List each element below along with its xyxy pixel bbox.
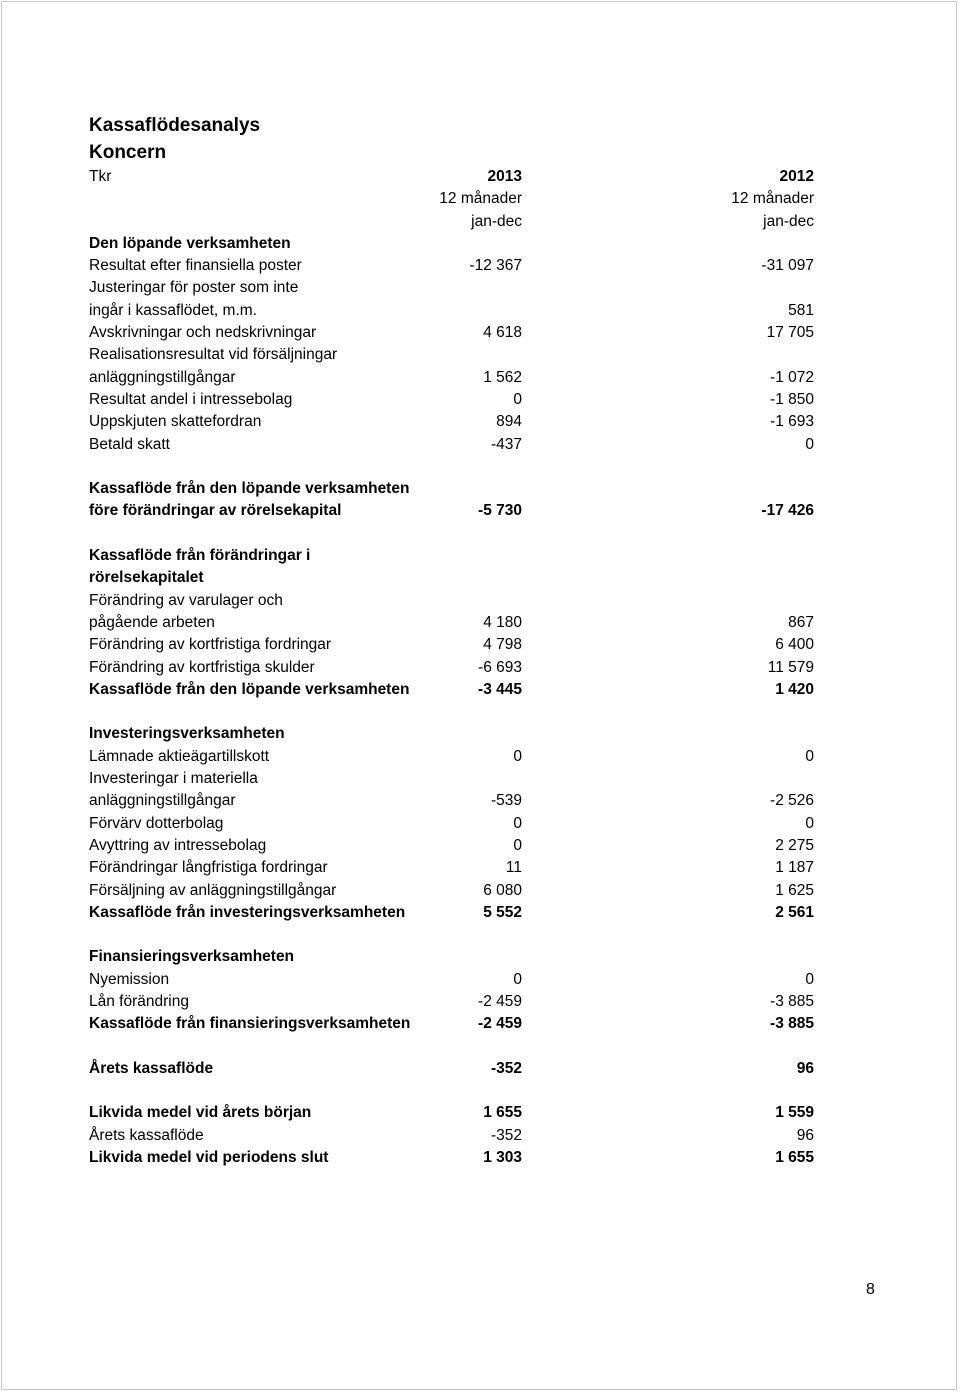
- value-2012: 11 579: [767, 658, 814, 676]
- value-2013: -2 459: [478, 992, 522, 1010]
- table-row: [89, 790, 814, 812]
- table-row: [89, 166, 814, 188]
- row-label: anläggningstillgångar: [89, 792, 236, 810]
- table-row: [89, 277, 814, 299]
- page-title: Kassaflödesanalys: [89, 115, 261, 136]
- value-2012: jan-dec: [763, 212, 814, 230]
- value-2013: -5 730: [478, 502, 522, 520]
- value-2013: 0: [513, 814, 522, 832]
- row-label: Kassaflöde från förändringar i: [89, 547, 311, 565]
- cash-flow-table: [89, 166, 814, 1169]
- row-label: Investeringsverksamheten: [89, 725, 285, 743]
- value-2013: -437: [490, 435, 522, 453]
- value-2013: -2 459: [478, 1015, 522, 1033]
- row-label: Förändring av varulager och: [89, 591, 283, 609]
- value-2013: -352: [490, 1059, 522, 1077]
- table-row: [89, 1013, 814, 1035]
- table-row: [89, 969, 814, 991]
- table-row: [89, 813, 814, 835]
- table-row: [89, 657, 814, 679]
- row-label: Kassaflöde från den löpande verksamheten: [89, 480, 410, 498]
- value-2012: -17 426: [761, 502, 814, 520]
- table-row: [89, 188, 814, 210]
- row-label: Likvida medel vid periodens slut: [89, 1149, 329, 1167]
- page-number: 8: [866, 1281, 875, 1298]
- value-2013: 2013: [487, 168, 522, 185]
- table-row: [89, 500, 814, 522]
- row-label: Förvärv dotterbolag: [89, 814, 224, 832]
- row-label: Förändring av kortfristiga fordringar: [89, 636, 332, 654]
- value-2012: 6 400: [775, 636, 814, 654]
- value-2013: -352: [490, 1126, 522, 1144]
- value-2012: 0: [805, 747, 814, 765]
- table-row: [89, 545, 814, 567]
- value-2012: -3 885: [770, 992, 814, 1010]
- spacer-row: [89, 701, 814, 723]
- value-2012: -1 072: [770, 368, 814, 386]
- value-2012: 2 561: [775, 903, 814, 921]
- value-2013: 0: [513, 836, 522, 854]
- value-2013: -539: [490, 792, 522, 810]
- row-label: Resultat andel i intressebolag: [89, 390, 293, 408]
- value-2012: 2 275: [775, 836, 814, 854]
- row-label: Justeringar för poster som inte: [89, 279, 299, 297]
- row-label: Kassaflöde från finansieringsverksamheten: [89, 1015, 411, 1033]
- value-2012: -1 693: [770, 413, 814, 431]
- table-row: [89, 411, 814, 433]
- row-label: Försäljning av anläggningstillgångar: [89, 881, 337, 899]
- row-label: Lämnade aktieägartillskott: [89, 747, 270, 765]
- table-row: [89, 590, 814, 612]
- table-row: [89, 367, 814, 389]
- table-row: [89, 478, 814, 500]
- table-row: [89, 857, 814, 879]
- row-label: Avyttring av intressebolag: [89, 836, 267, 854]
- table-row: [89, 723, 814, 745]
- row-label: Realisationsresultat vid försäljningar: [89, 346, 338, 364]
- value-2013: 11: [505, 859, 522, 877]
- value-2013: -12 367: [469, 257, 522, 275]
- value-2012: 581: [788, 301, 814, 319]
- row-label: Resultat efter finansiella poster: [89, 257, 302, 275]
- value-2012: 2012: [779, 168, 814, 185]
- table-row: [89, 322, 814, 344]
- row-label: pågående arbeten: [89, 613, 215, 631]
- table-row: [89, 902, 814, 924]
- table-row: [89, 1125, 814, 1147]
- row-label: Årets kassaflöde: [89, 1126, 204, 1144]
- value-2012: 0: [805, 435, 814, 453]
- value-2013: 4 798: [483, 636, 522, 654]
- table-row: [89, 434, 814, 456]
- value-2013: 6 080: [483, 881, 522, 899]
- row-label: Kassaflöde från investeringsverksamheten: [89, 903, 406, 921]
- value-2013: 0: [513, 747, 522, 765]
- row-label: Den löpande verksamheten: [89, 234, 291, 252]
- table-row: [89, 679, 814, 701]
- value-2012: 1 420: [775, 680, 814, 698]
- row-label: Lån förändring: [89, 992, 189, 1010]
- row-label: ingår i kassaflödet, m.m.: [89, 301, 257, 319]
- value-2013: 0: [513, 390, 522, 408]
- value-2012: 96: [796, 1059, 814, 1077]
- value-2012: 0: [805, 814, 814, 832]
- value-2013: 12 månader: [439, 190, 522, 208]
- spacer-row: [89, 523, 814, 545]
- spacer-row: [89, 456, 814, 478]
- table-row: [89, 211, 814, 233]
- value-2012: 1 625: [775, 881, 814, 899]
- value-2013: 1 655: [483, 1104, 522, 1122]
- table-row: [89, 344, 814, 366]
- table-row: [89, 1102, 814, 1124]
- table-row: [89, 1147, 814, 1169]
- value-2012: 0: [805, 970, 814, 988]
- table-row: [89, 233, 814, 255]
- table-row: [89, 255, 814, 277]
- table-row: [89, 991, 814, 1013]
- table-row: [89, 300, 814, 322]
- table-row: [89, 835, 814, 857]
- row-label: Kassaflöde från den löpande verksamheten: [89, 680, 410, 698]
- value-2013: 1 303: [483, 1149, 522, 1167]
- value-2012: -2 526: [770, 792, 814, 810]
- value-2013: -6 693: [478, 658, 522, 676]
- table-row: [89, 634, 814, 656]
- value-2013: jan-dec: [471, 212, 522, 230]
- value-2013: -3 445: [478, 680, 522, 698]
- value-2012: 96: [796, 1126, 814, 1144]
- value-2012: 17 705: [766, 324, 814, 342]
- row-label: Nyemission: [89, 970, 170, 988]
- value-2013: 4 180: [483, 613, 522, 631]
- row-label: Investeringar i materiella: [89, 770, 258, 788]
- table-row: [89, 612, 814, 634]
- value-2013: 894: [496, 413, 522, 431]
- row-label: Avskrivningar och nedskrivningar: [89, 324, 317, 342]
- table-row: [89, 768, 814, 790]
- value-2012: 1 559: [775, 1104, 814, 1122]
- row-label: rörelsekapitalet: [89, 569, 204, 587]
- table-row: [89, 746, 814, 768]
- row-label: anläggningstillgångar: [89, 368, 236, 386]
- value-2012: -3 885: [770, 1015, 814, 1033]
- spacer-row: [89, 1080, 814, 1102]
- value-2012: 867: [788, 613, 814, 631]
- row-label: Likvida medel vid årets början: [89, 1104, 312, 1122]
- value-2013: 1 562: [483, 368, 522, 386]
- table-row: [89, 880, 814, 902]
- table-row: [89, 1058, 814, 1080]
- value-2012: -31 097: [761, 257, 814, 275]
- value-2013: 0: [513, 970, 522, 988]
- row-label: Förändring av kortfristiga skulder: [89, 658, 315, 676]
- row-label: Årets kassaflöde: [89, 1059, 214, 1077]
- row-label: Betald skatt: [89, 435, 170, 453]
- value-2013: 4 618: [483, 324, 522, 342]
- value-2012: 12 månader: [731, 190, 814, 208]
- value-2012: -1 850: [770, 390, 814, 408]
- value-2012: 1 655: [775, 1149, 814, 1167]
- page-subtitle: Koncern: [89, 142, 167, 163]
- row-label: före förändringar av rörelsekapital: [89, 502, 342, 520]
- row-label: Finansieringsverksamheten: [89, 948, 295, 966]
- table-row: [89, 567, 814, 589]
- spacer-row: [89, 1036, 814, 1058]
- spacer-row: [89, 924, 814, 946]
- value-2012: 1 187: [775, 859, 814, 877]
- value-2013: 5 552: [483, 903, 522, 921]
- row-label: Tkr: [89, 168, 112, 185]
- row-label: Uppskjuten skattefordran: [89, 413, 262, 431]
- row-label: Förändringar långfristiga fordringar: [89, 859, 328, 877]
- table-row: [89, 946, 814, 968]
- table-row: [89, 389, 814, 411]
